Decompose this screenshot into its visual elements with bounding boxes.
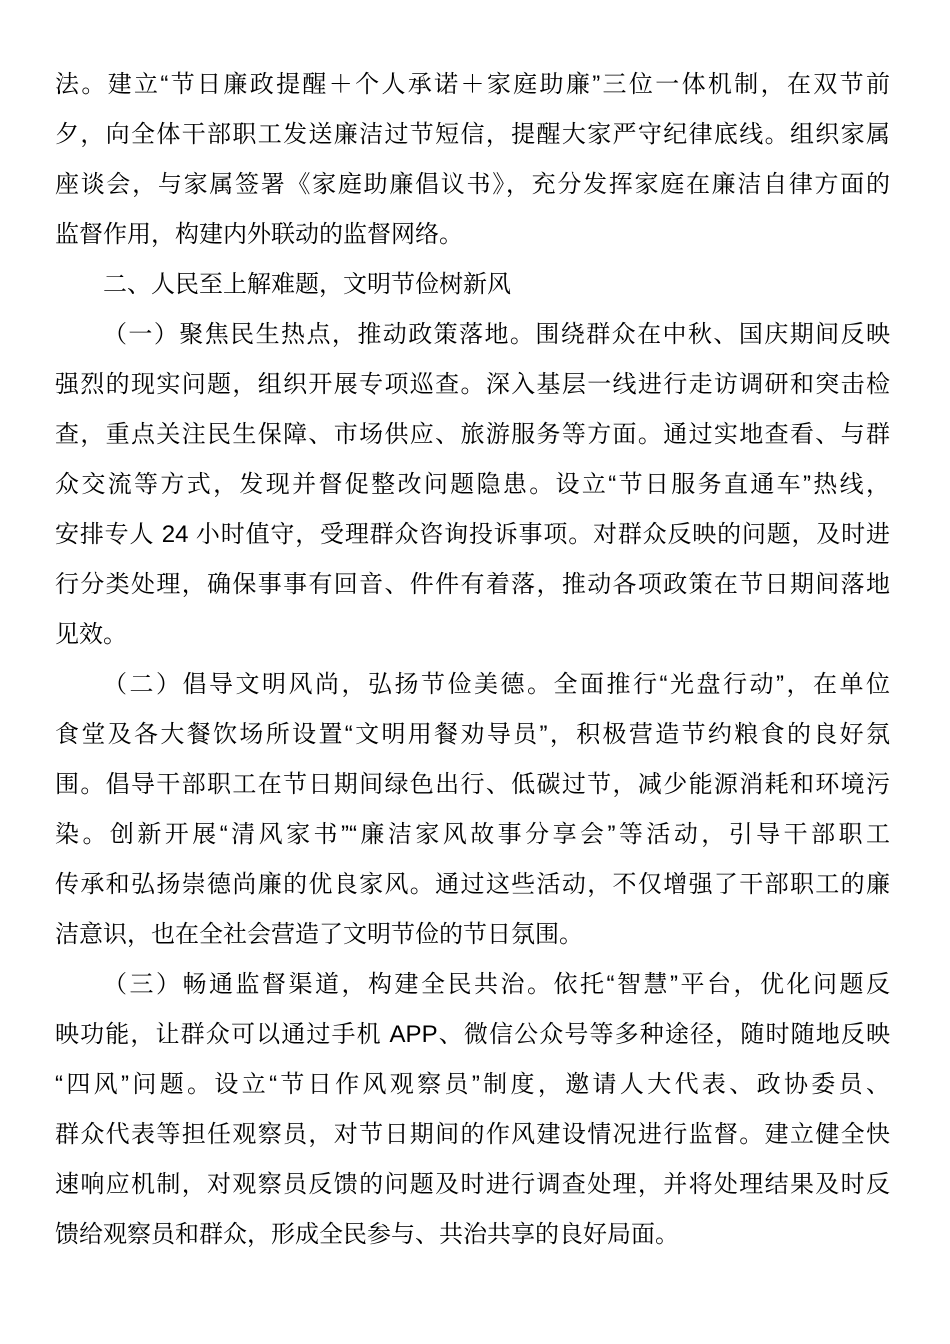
text-line: （三）畅通监督渠道，构建全民共治。依托“智慧”平台，优化问题反	[103, 971, 890, 998]
text-line: 食堂及各大餐饮场所设置“文明用餐劝导员”，积极营造节约粮食的良好氛	[55, 721, 890, 748]
text-line: （二）倡导文明风尚，弘扬节俭美德。全面推行“光盘行动”，在单位	[103, 671, 890, 698]
text-line: 群众代表等担任观察员，对节日期间的作风建设情况进行监督。建立健全快	[55, 1121, 890, 1148]
paragraph	[55, 960, 890, 1260]
text-line: 查，重点关注民生保障、市场供应、旅游服务等方面。通过实地查看、与群	[55, 421, 890, 448]
text-line: 监督作用，构建内外联动的监督网络。	[55, 221, 463, 248]
section-heading	[55, 260, 890, 310]
text-line: 夕，向全体干部职工发送廉洁过节短信，提醒大家严守纪律底线。组织家属	[55, 121, 890, 148]
text-line: 强烈的现实问题，组织开展专项巡查。深入基层一线进行走访调研和突击检	[55, 371, 890, 398]
text-line: 速响应机制，对观察员反馈的问题及时进行调查处理，并将处理结果及时反	[55, 1171, 890, 1198]
text-line: 映功能，让群众可以通过手机 APP、微信公众号等多种途径，随时随地反映	[55, 1021, 890, 1048]
text-line: 行分类处理，确保事事有回音、件件有着落，推动各项政策在节日期间落地	[55, 571, 890, 598]
text-line: 安排专人 24 小时值守，受理群众咨询投诉事项。对群众反映的问题，及时进	[55, 521, 890, 548]
text-line: （一）聚焦民生热点，推动政策落地。围绕群众在中秋、国庆期间反映	[103, 321, 890, 348]
paragraph	[55, 660, 890, 960]
text-line: 见效。	[55, 621, 127, 648]
text-line: 传承和弘扬崇德尚廉的优良家风。通过这些活动，不仅增强了干部职工的廉	[55, 871, 890, 898]
text-line: 围。倡导干部职工在节日期间绿色出行、低碳过节，减少能源消耗和环境污	[55, 771, 890, 798]
paragraph	[55, 310, 890, 660]
text-line: 馈给观察员和群众，形成全民参与、共治共享的良好局面。	[55, 1221, 679, 1248]
text-line: 众交流等方式，发现并督促整改问题隐患。设立“节日服务直通车”热线，	[55, 471, 890, 498]
section-heading-line: 二、人民至上解难题，文明节俭树新风	[103, 271, 511, 298]
text-line: “四风”问题。设立“节日作风观察员”制度，邀请人大代表、政协委员、	[55, 1071, 890, 1098]
text-line: 染。创新开展“清风家书”“廉洁家风故事分享会”等活动，引导干部职工	[55, 821, 890, 848]
text-line: 座谈会，与家属签署《家庭助廉倡议书》，充分发挥家庭在廉洁自律方面的	[55, 171, 890, 198]
text-line: 洁意识，也在全社会营造了文明节俭的节日氛围。	[55, 921, 583, 948]
paragraph	[55, 60, 890, 260]
text-line: 法。建立“节日廉政提醒＋个人承诺＋家庭助廉”三位一体机制，在双节前	[55, 71, 890, 98]
